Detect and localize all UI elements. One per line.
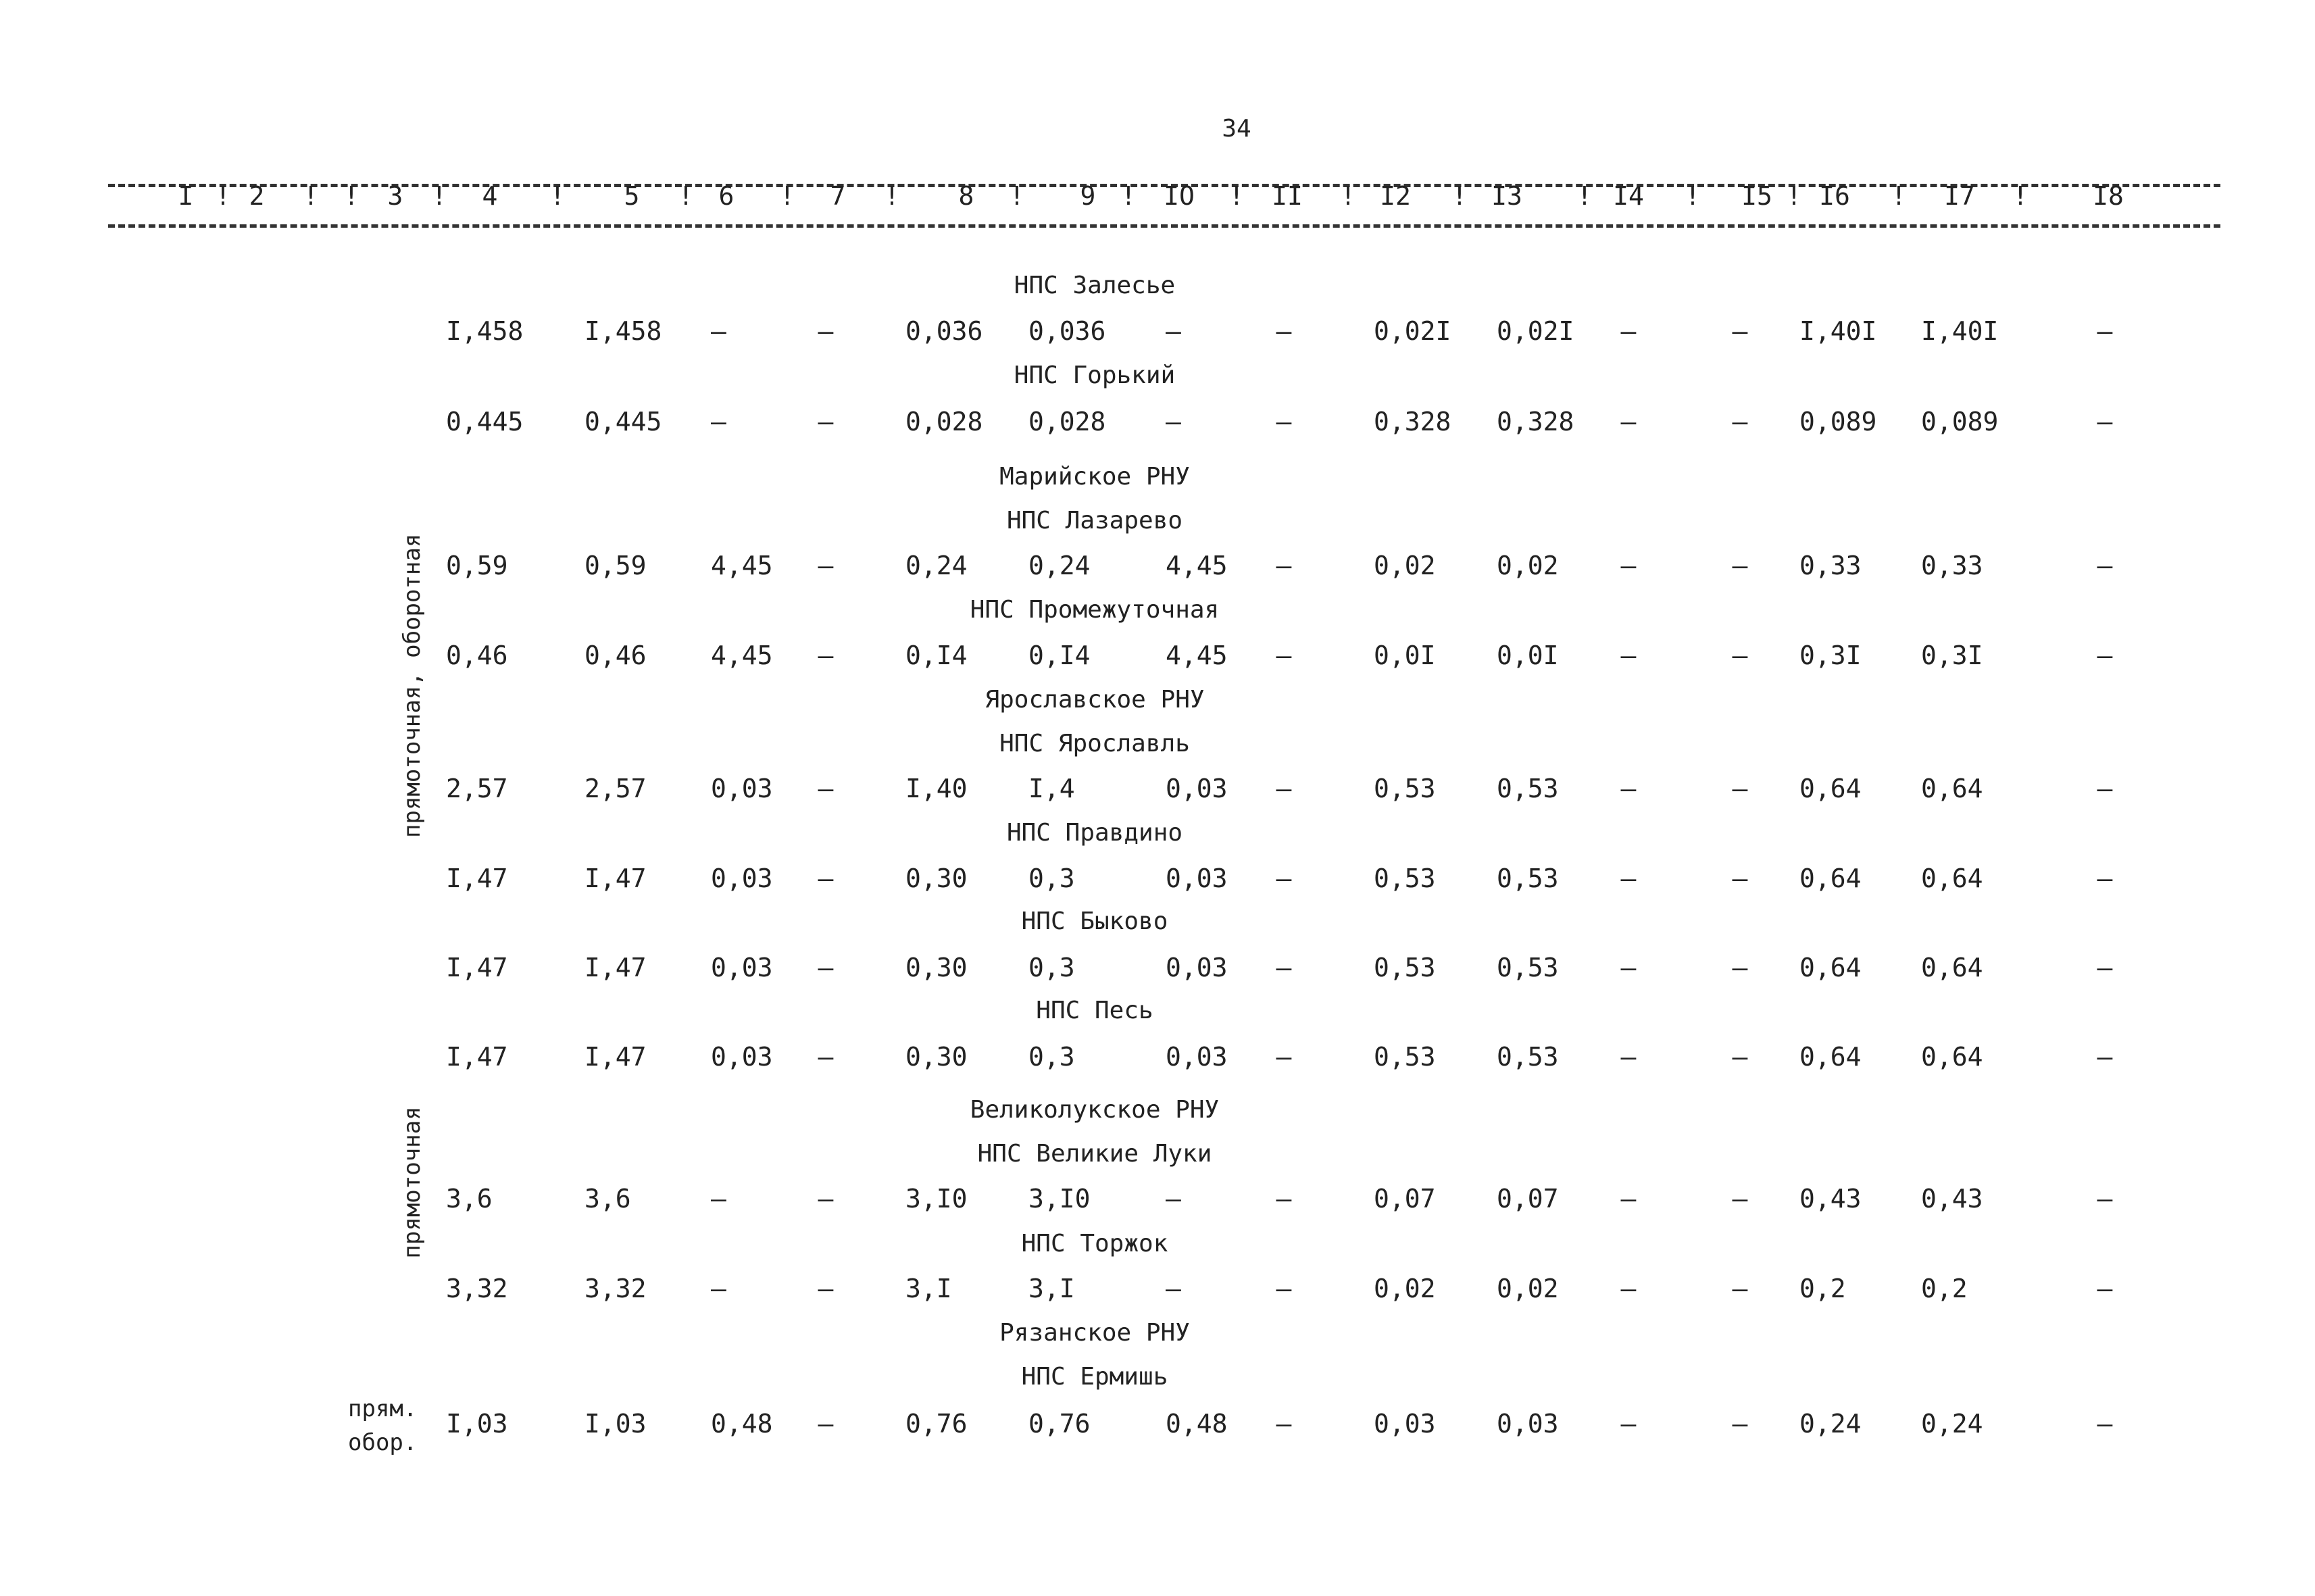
table-cell-col13: 0,02 [1497,551,1559,580]
page-number: 34 [1222,115,1251,143]
table-cell-col18: – [2097,1274,2113,1303]
table-cell-col16: 0,33 [1799,551,1862,580]
table-cell-col7: – [818,864,834,893]
table-cell-col5: 3,32 [584,1274,647,1303]
table-cell-col14: – [1620,774,1637,803]
table-cell-col17: 0,24 [1921,1409,1983,1439]
station-heading: НПС Ермишь [1021,1363,1168,1391]
table-cell-col7: – [818,1274,834,1303]
table-cell-col16: 0,2 [1799,1274,1846,1303]
column-separator: ! [1786,181,1802,211]
station-heading: НПС Лазарево [1006,507,1183,534]
station-heading: НПС Залесье [1014,272,1176,299]
table-cell-col14: – [1620,407,1637,437]
station-heading: НПС Промежуточная [970,596,1220,624]
table-cell-col8: 0,30 [905,953,968,982]
table-cell-col17: 0,089 [1921,407,1999,437]
table-cell-col16: 0,64 [1799,774,1862,803]
station-heading: НПС Правдино [1006,819,1183,847]
table-cell-col15: – [1732,1184,1748,1214]
table-cell-col8: 0,028 [905,407,983,437]
table-cell-col17: 0,3I [1921,641,1983,670]
table-cell-col6: 0,03 [711,864,773,893]
column-header-13: I3 [1491,181,1522,211]
table-cell-col18: – [2097,1409,2113,1439]
table-cell-col8: 0,24 [905,551,968,580]
table-cell-col10: 0,03 [1166,1042,1228,1072]
station-heading: НПС Быково [1021,907,1168,935]
table-cell-col11: – [1276,864,1292,893]
table-cell-col7: – [818,407,834,437]
table-cell-col13: 0,328 [1497,407,1574,437]
table-cell-col13: 0,02I [1497,316,1574,346]
table-cell-col17: 0,43 [1921,1184,1983,1214]
table-cell-col6: – [711,1184,726,1214]
table-cell-col15: – [1732,316,1748,346]
table-cell-col17: 0,33 [1921,551,1983,580]
station-heading: НПС Горький [1014,361,1176,389]
table-cell-col11: – [1276,641,1292,670]
table-cell-col4: 0,59 [446,551,508,580]
station-heading: НПС Ярославль [999,730,1190,757]
column-header-6: 6 [718,181,735,211]
column-separator: ! [1228,181,1245,211]
table-cell-col6: 0,03 [711,953,773,982]
table-cell-col13: 0,0I [1497,641,1559,670]
station-heading: НПС Великие Луки [977,1140,1212,1168]
table-cell-col7: – [818,1042,834,1072]
table-cell-col9: 0,028 [1028,407,1106,437]
table-row [0,1409,2315,1449]
table-cell-col17: 0,64 [1921,774,1983,803]
table-cell-col15: – [1732,774,1748,803]
table-row [0,864,2315,904]
table-cell-col12: 0,07 [1374,1184,1436,1214]
table-cell-col12: 0,53 [1374,1042,1436,1072]
table-cell-col7: – [818,641,834,670]
table-cell-col8: I,40 [905,774,968,803]
column-separator: ! [343,181,359,211]
column-header-4: 4 [482,181,498,211]
table-cell-col9: 3,I [1028,1274,1075,1303]
table-row [0,407,2315,447]
table-cell-col12: 0,328 [1374,407,1451,437]
table-cell-col10: 0,03 [1166,953,1228,982]
table-row [0,551,2315,591]
table-cell-col5: I,47 [584,1042,647,1072]
table-cell-col14: – [1620,1042,1637,1072]
table-cell-col8: 3,I [905,1274,952,1303]
table-cell-col12: 0,02 [1374,551,1436,580]
table-cell-col18: – [2097,407,2113,437]
table-cell-col5: 0,46 [584,641,647,670]
column-header-16: I6 [1819,181,1850,211]
table-cell-col17: 0,64 [1921,1042,1983,1072]
table-cell-col13: 0,03 [1497,1409,1559,1439]
table-cell-col5: 3,6 [584,1184,631,1214]
table-cell-col10: 4,45 [1166,641,1228,670]
table-cell-col6: – [711,407,726,437]
table-cell-col5: 0,445 [584,407,662,437]
table-cell-col16: 0,64 [1799,953,1862,982]
side-label-group3: прям. обор. [348,1395,418,1456]
column-header-17: I7 [1944,181,1975,211]
table-cell-col9: 0,3 [1028,864,1075,893]
table-cell-col9: 0,24 [1028,551,1091,580]
table-row [0,953,2315,993]
table-cell-col4: I,47 [446,1042,508,1072]
table-cell-col4: 0,46 [446,641,508,670]
table-cell-col6: 4,45 [711,641,773,670]
table-cell-col11: – [1276,551,1292,580]
table-cell-col16: 0,24 [1799,1409,1862,1439]
side-label-group2: прямоточная [399,1106,426,1259]
table-cell-col5: 0,59 [584,551,647,580]
table-cell-col7: – [818,1409,834,1439]
table-cell-col8: 0,30 [905,864,968,893]
table-cell-col14: – [1620,1184,1637,1214]
table-cell-col12: 0,02I [1374,316,1451,346]
table-cell-col7: – [818,1184,834,1214]
station-heading: НПС Песь [1036,997,1153,1024]
table-cell-col13: 0,53 [1497,774,1559,803]
table-cell-col18: – [2097,316,2113,346]
table-cell-col15: – [1732,1274,1748,1303]
column-header-1: I [178,181,194,211]
table-cell-col17: I,40I [1921,316,1999,346]
column-separator: ! [1009,181,1025,211]
column-header-9: 9 [1080,181,1096,211]
column-separator: ! [779,181,795,211]
table-cell-col5: I,458 [584,316,662,346]
table-cell-col4: I,03 [446,1409,508,1439]
table-cell-col11: – [1276,953,1292,982]
column-header-7: 7 [830,181,846,211]
table-cell-col6: 0,03 [711,774,773,803]
table-cell-col4: 0,445 [446,407,524,437]
table-cell-col9: I,4 [1028,774,1075,803]
table-cell-col11: – [1276,1274,1292,1303]
table-cell-col5: 2,57 [584,774,647,803]
table-cell-col11: – [1276,1042,1292,1072]
column-separator: ! [303,181,319,211]
table-cell-col8: 0,30 [905,1042,968,1072]
table-cell-col11: – [1276,1184,1292,1214]
table-cell-col6: 0,03 [711,1042,773,1072]
table-cell-col12: 0,03 [1374,1409,1436,1439]
table-cell-col10: 4,45 [1166,551,1228,580]
table-row [0,641,2315,681]
side-label-group1: прямоточная, оборотная [399,533,426,838]
column-header-12: I2 [1380,181,1411,211]
table-cell-col14: – [1620,1274,1637,1303]
table-cell-col7: – [818,953,834,982]
column-header-8: 8 [958,181,974,211]
table-cell-col13: 0,53 [1497,1042,1559,1072]
column-separator: ! [1120,181,1137,211]
table-cell-col9: 0,3 [1028,1042,1075,1072]
table-cell-col11: – [1276,407,1292,437]
table-row [0,316,2315,357]
table-cell-col6: – [711,316,726,346]
table-cell-col10: – [1166,407,1181,437]
table-cell-col10: – [1166,1274,1181,1303]
table-cell-col13: 0,02 [1497,1274,1559,1303]
column-header-11: II [1272,181,1303,211]
table-cell-col7: – [818,316,834,346]
column-separator: ! [678,181,694,211]
column-header-10: IO [1164,181,1195,211]
table-cell-col14: – [1620,641,1637,670]
column-header-15: I5 [1741,181,1772,211]
table-cell-col10: 0,48 [1166,1409,1228,1439]
table-cell-col9: 0,76 [1028,1409,1091,1439]
table-cell-col8: 3,I0 [905,1184,968,1214]
table-cell-col18: – [2097,551,2113,580]
table-cell-col4: I,458 [446,316,524,346]
column-header-2: 2 [249,181,265,211]
table-cell-col16: 0,64 [1799,1042,1862,1072]
table-cell-col10: 0,03 [1166,774,1228,803]
table-cell-col16: 0,089 [1799,407,1877,437]
column-separator: ! [1451,181,1468,211]
table-cell-col11: – [1276,1409,1292,1439]
table-cell-col14: – [1620,316,1637,346]
table-cell-col11: – [1276,774,1292,803]
table-cell-col16: 0,43 [1799,1184,1862,1214]
table-cell-col12: 0,0I [1374,641,1436,670]
table-cell-col4: I,47 [446,864,508,893]
column-separator: ! [1576,181,1593,211]
column-header-5: 5 [624,181,640,211]
station-heading: НПС Торжок [1021,1230,1168,1257]
column-header-3: 3 [387,181,403,211]
column-header-18: I8 [2093,181,2124,211]
table-cell-col9: 0,036 [1028,316,1106,346]
column-separator: ! [884,181,900,211]
column-separator: ! [549,181,566,211]
table-cell-col15: – [1732,864,1748,893]
column-separator: ! [1340,181,1356,211]
table-cell-col12: 0,53 [1374,864,1436,893]
table-cell-col4: 3,32 [446,1274,508,1303]
station-heading: Великолукское РНУ [970,1096,1220,1124]
table-cell-col18: – [2097,641,2113,670]
table-cell-col10: – [1166,1184,1181,1214]
table-cell-col15: – [1732,953,1748,982]
table-cell-col6: 4,45 [711,551,773,580]
table-row [0,1274,2315,1314]
column-header-row [0,181,2315,222]
column-header-14: I4 [1613,181,1644,211]
table-cell-col13: 0,53 [1497,953,1559,982]
table-row [0,1042,2315,1082]
column-separator: ! [431,181,447,211]
table-cell-col18: – [2097,1042,2113,1072]
table-cell-col8: 0,76 [905,1409,968,1439]
table-cell-col16: 0,64 [1799,864,1862,893]
table-row [0,1184,2315,1224]
table-cell-col8: 0,036 [905,316,983,346]
column-separator: ! [1685,181,1701,211]
table-cell-col4: I,47 [446,953,508,982]
column-separator: ! [1891,181,1907,211]
table-cell-col9: 0,3 [1028,953,1075,982]
table-cell-col7: – [818,774,834,803]
table-cell-col15: – [1732,407,1748,437]
table-cell-col14: – [1620,864,1637,893]
table-cell-col16: I,40I [1799,316,1877,346]
table-cell-col18: – [2097,864,2113,893]
table-cell-col14: – [1620,1409,1637,1439]
table-cell-col10: – [1166,316,1181,346]
table-cell-col11: – [1276,316,1292,346]
table-cell-col5: I,03 [584,1409,647,1439]
table-cell-col7: – [818,551,834,580]
table-cell-col5: I,47 [584,953,647,982]
table-cell-col14: – [1620,953,1637,982]
header-bottom-dashed-rule [108,224,2220,228]
table-cell-col17: 0,2 [1921,1274,1968,1303]
table-cell-col6: – [711,1274,726,1303]
table-row [0,774,2315,814]
table-cell-col17: 0,64 [1921,953,1983,982]
table-cell-col18: – [2097,774,2113,803]
table-cell-col5: I,47 [584,864,647,893]
table-cell-col13: 0,53 [1497,864,1559,893]
column-separator: ! [2012,181,2028,211]
table-cell-col15: – [1732,641,1748,670]
table-cell-col4: 2,57 [446,774,508,803]
table-cell-col18: – [2097,953,2113,982]
table-cell-col12: 0,02 [1374,1274,1436,1303]
table-cell-col8: 0,I4 [905,641,968,670]
table-cell-col15: – [1732,551,1748,580]
table-cell-col4: 3,6 [446,1184,493,1214]
table-cell-col17: 0,64 [1921,864,1983,893]
table-cell-col9: 3,I0 [1028,1184,1091,1214]
table-cell-col6: 0,48 [711,1409,773,1439]
column-separator: ! [215,181,231,211]
table-cell-col9: 0,I4 [1028,641,1091,670]
table-cell-col13: 0,07 [1497,1184,1559,1214]
table-cell-col12: 0,53 [1374,774,1436,803]
station-heading: Ярославское РНУ [985,686,1205,714]
table-cell-col15: – [1732,1042,1748,1072]
table-cell-col18: – [2097,1184,2113,1214]
table-cell-col15: – [1732,1409,1748,1439]
table-cell-col10: 0,03 [1166,864,1228,893]
table-cell-col14: – [1620,551,1637,580]
station-heading: Рязанское РНУ [999,1319,1190,1347]
station-heading: Марийское РНУ [999,463,1190,491]
table-cell-col12: 0,53 [1374,953,1436,982]
table-cell-col16: 0,3I [1799,641,1862,670]
